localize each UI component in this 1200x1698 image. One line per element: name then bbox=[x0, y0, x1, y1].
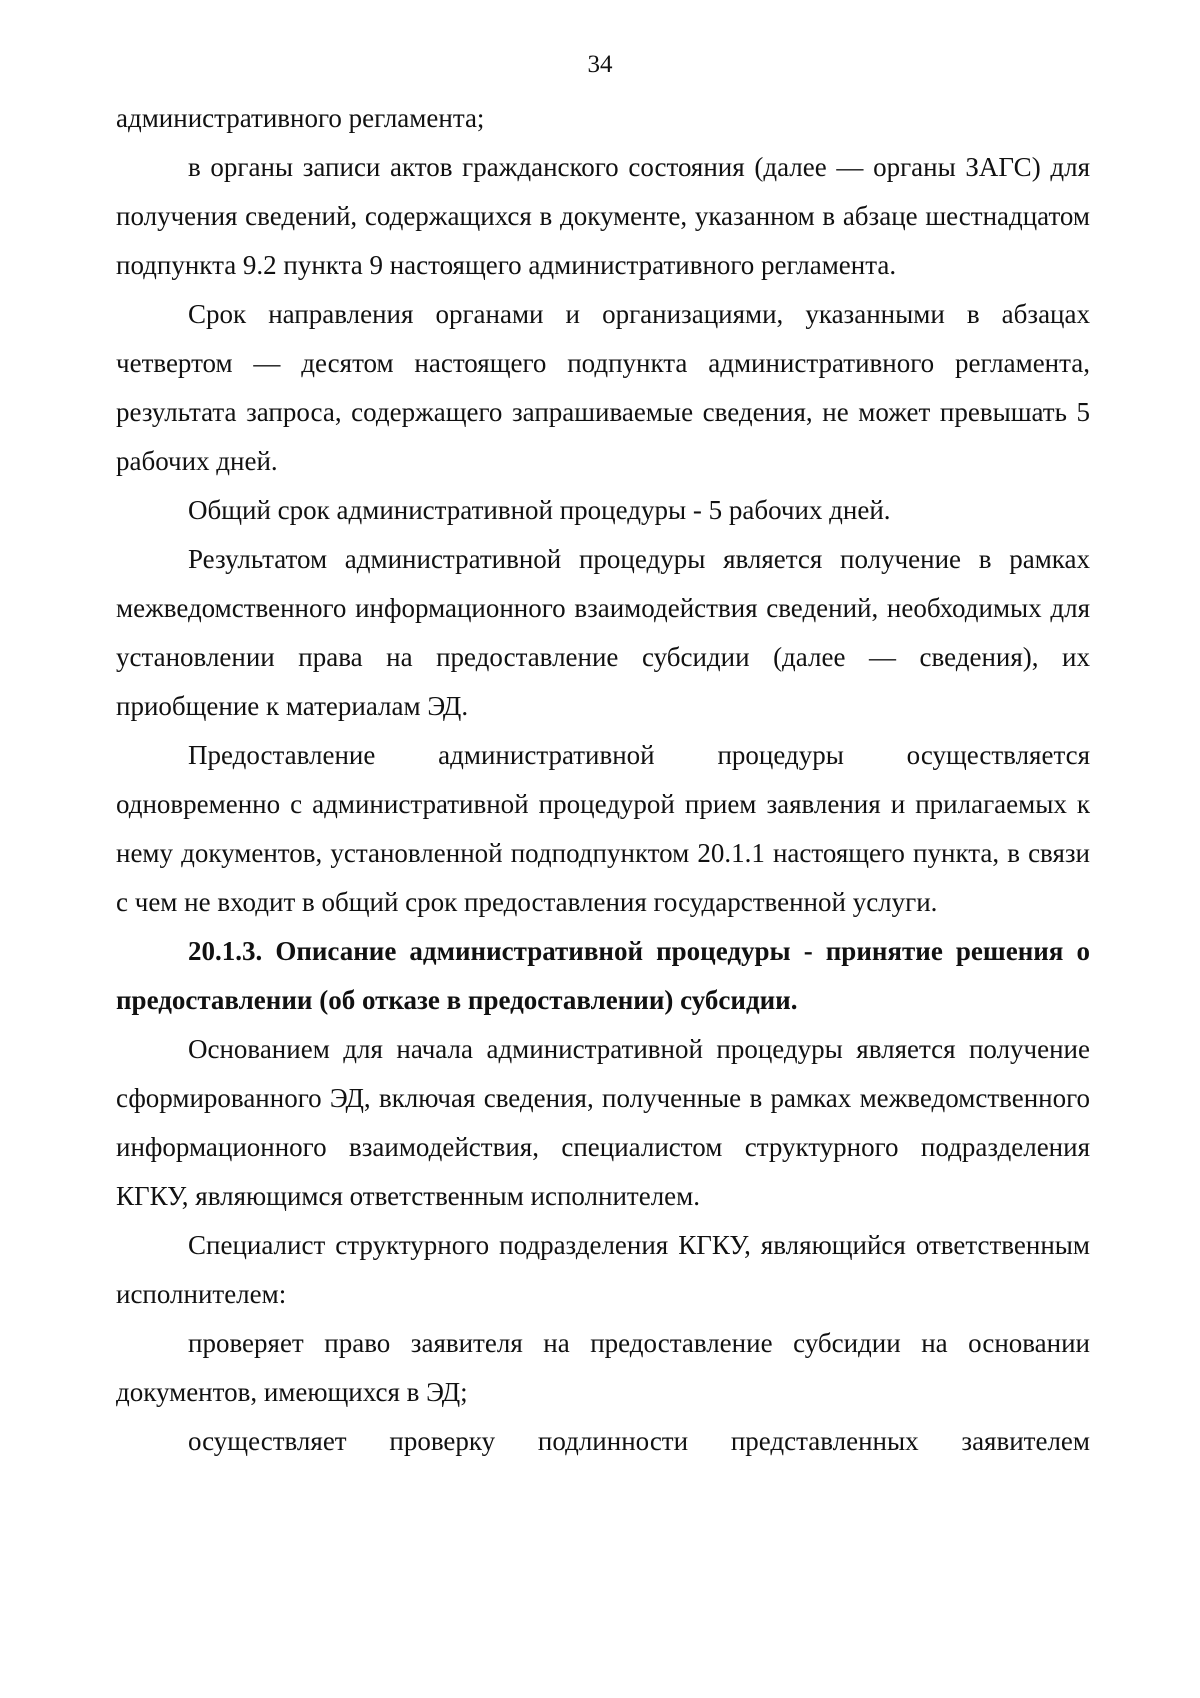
paragraph-zags: в органы записи актов гражданского состояния (далее — органы ЗАГС) для получения сведений, содержащихся в документе, указанном в абзаце шестнадцатом подпункта 9.2 пункта 9 настоящего административного регламента. bbox=[116, 152, 1090, 280]
paragraph-continuation: административного регламента; bbox=[116, 103, 485, 133]
document-body bbox=[116, 94, 1090, 1466]
paragraph-result: Результатом административной процедуры является получение в рамках межведомственного информационного взаимодействия сведений, необходимых для установлении права на предоставление субсидии (далее — сведения), их приобщение к материалам ЭД. bbox=[116, 544, 1090, 721]
paragraph-verifies: осуществляет проверку подлинности представленных заявителем bbox=[188, 1426, 1090, 1456]
section-heading: 20.1.3. Описание административной процедуры - принятие решения о предоставлении (об отказе в предоставлении) субсидии. bbox=[116, 936, 1090, 1015]
paragraph-specialist: Специалист структурного подразделения КГКУ, являющийся ответственным исполнителем: bbox=[116, 1230, 1090, 1309]
paragraph-deadline: Срок направления органами и организациями, указанными в абзацах четвертом — десятом настоящего подпункта административного регламента, результата запроса, содержащего запрашиваемые сведения, не может превышать 5 рабочих дней. bbox=[116, 299, 1090, 476]
paragraph-checks-right: проверяет право заявителя на предоставление субсидии на основании документов, имеющихся в ЭД; bbox=[116, 1328, 1090, 1407]
paragraph-simultaneous: Предоставление административной процедуры осуществляется одновременно с административной процедурой прием заявления и прилагаемых к нему документов, установленной подподпунктом 20.1.1 настоящего пункта, в связи с чем не входит в общий срок предоставления государственной услуги. bbox=[116, 740, 1090, 917]
paragraph-grounds: Основанием для начала административной процедуры является получение сформированного ЭД, включая сведения, полученные в рамках межведомственного информационного взаимодействия, специалистом структурного подразделения КГКУ, являющимся ответственным исполнителем. bbox=[116, 1034, 1090, 1211]
page-number: 34 bbox=[587, 51, 613, 78]
paragraph-total-term: Общий срок административной процедуры - 5 рабочих дней. bbox=[188, 495, 891, 525]
